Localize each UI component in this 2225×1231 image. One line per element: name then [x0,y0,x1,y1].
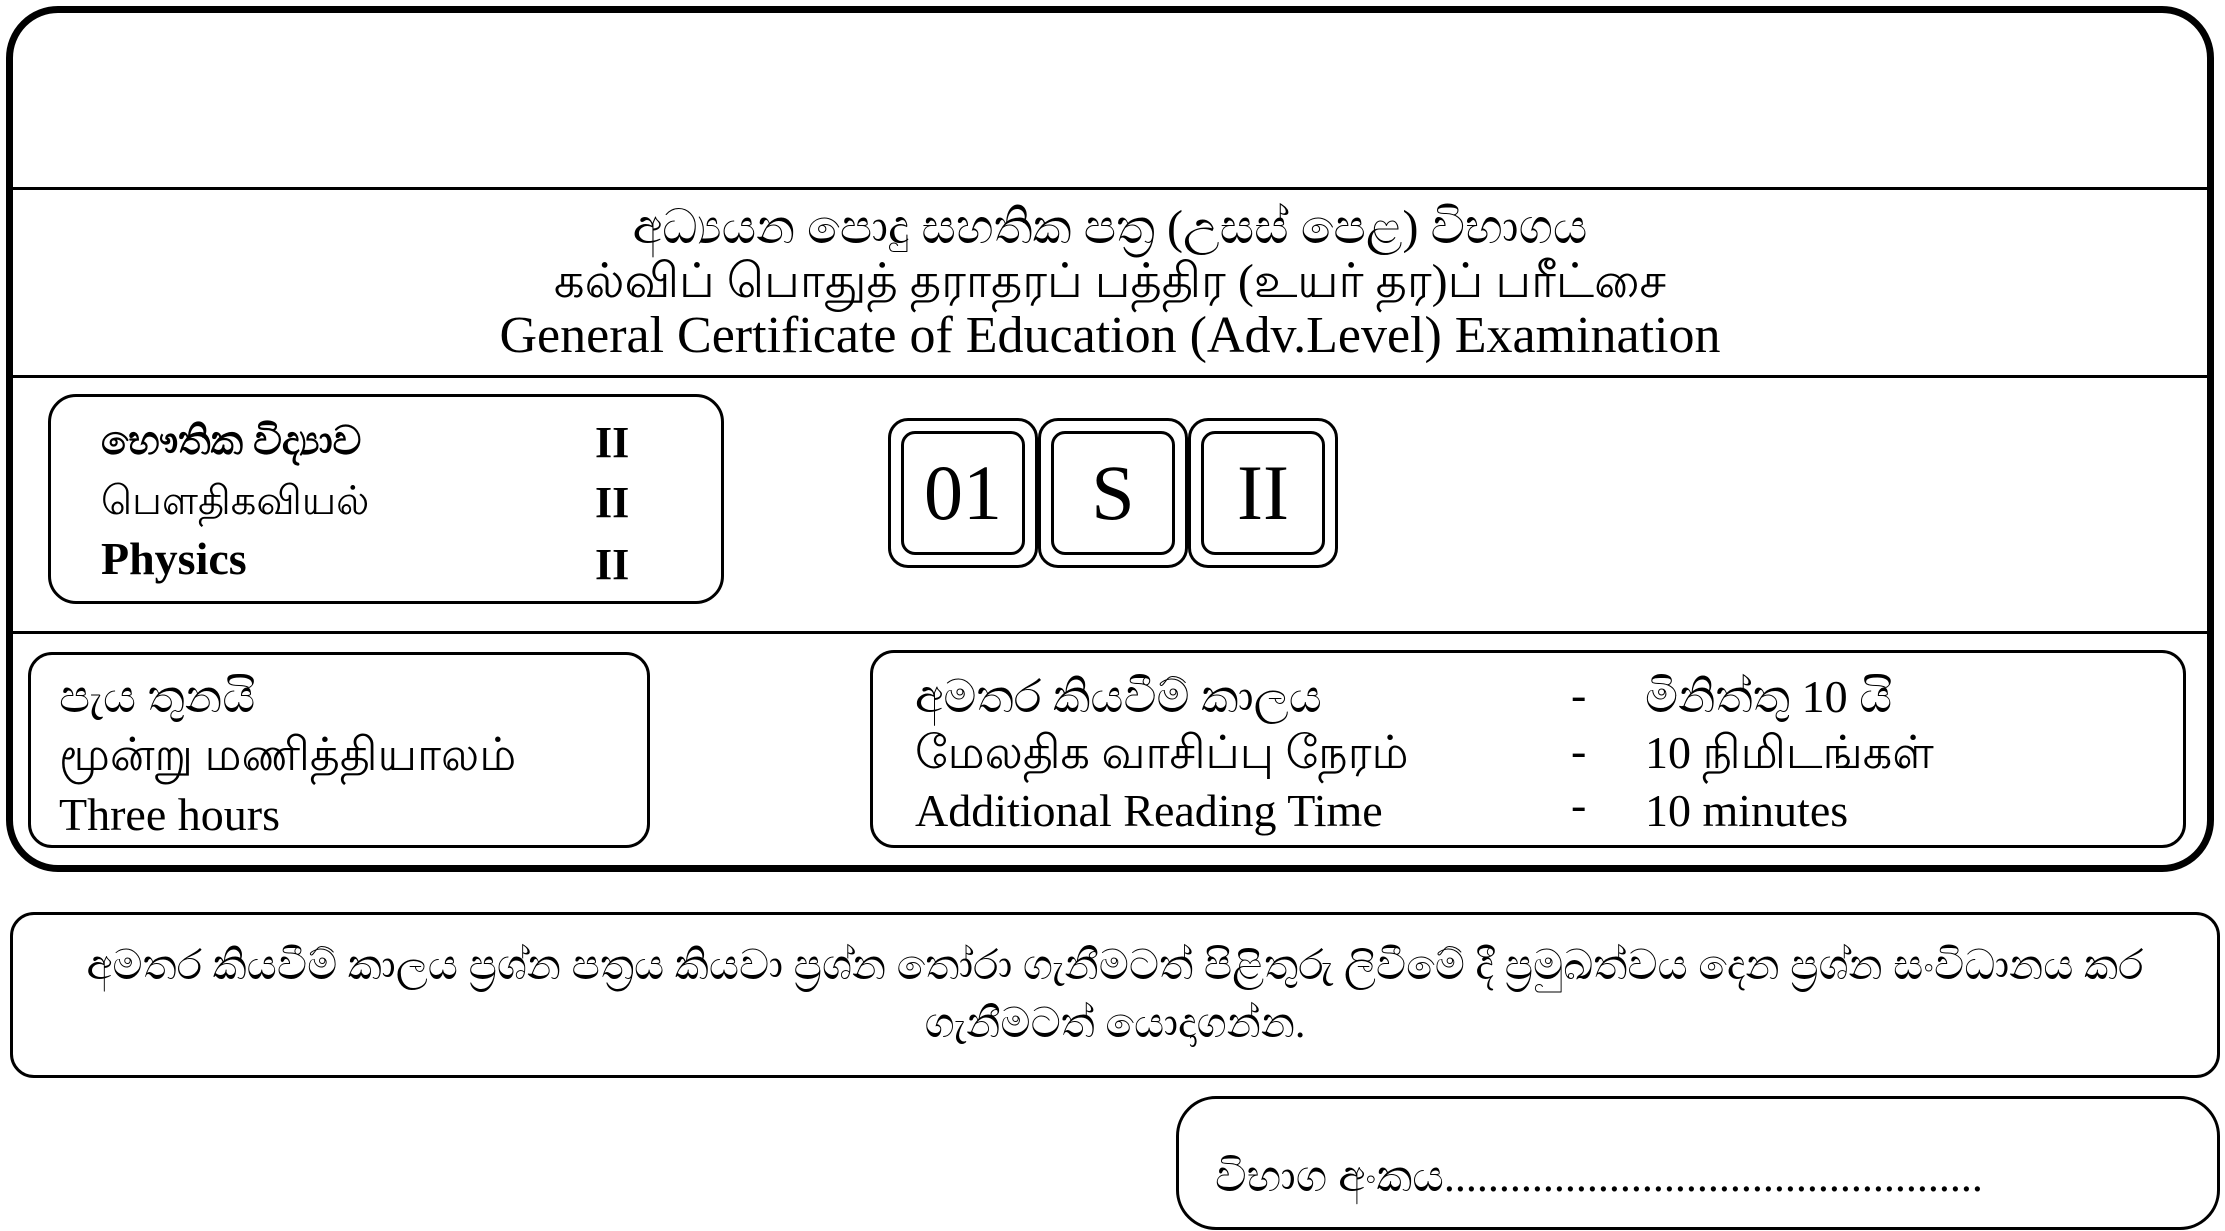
subject-box [48,394,724,604]
duration-tamil: மூன்று மணித்தியாலம் [59,729,517,780]
paper-code-box [1188,418,1338,568]
subject-part-english: II [595,540,630,589]
subject-part-sinhala: II [595,418,630,467]
index-number-box [1176,1096,2220,1230]
header-divider-middle [13,375,2207,378]
duration-box [28,652,650,848]
index-number-dots: ................................................. [1443,1152,1983,1201]
reading-time-box [870,650,2186,848]
paper-code-stream: S [1051,431,1175,555]
exam-title-sinhala: අධ්‍යයන පොදු සහතික පත්‍ර (උසස් පෙළ) විභාගය [632,201,1588,254]
reading-time-dash: - [1571,725,1587,776]
exam-title-english: General Certificate of Education (Adv.Level) Examination [499,307,1721,364]
reading-time-label-english: Additional Reading Time [915,785,1383,836]
paper-code-box [1038,418,1188,568]
header-divider-bottom [13,631,2207,634]
reading-time-instruction: අමතර කියවීම් කාලය ප්‍රශ්න පත්‍රය කියවා ප්‍රශ්න තෝරා ගැනීමටත් පිළිතුරු ලිවීමේ දී ප්‍රමුඛත්වය දෙන ප්‍රශ්න සංවිධානය කර ගැනීමටත් යොදාගන්න. [86,943,2144,1047]
duration-english: Three hours [59,789,280,840]
header-divider-top [13,187,2207,190]
reading-time-value-english: 10 minutes [1645,785,1849,836]
reading-time-label-sinhala: අමතර කියවීම් කාලය [915,671,1322,722]
reading-time-dash: - [1571,669,1587,720]
subject-sinhala: භෞතික විද්‍යාව [101,418,362,463]
index-number-label: විභාග අංකය [1215,1152,1444,1201]
subject-tamil: பௌதிகவியல் [101,478,370,523]
duration-sinhala: පැය තුනයි [59,671,256,722]
reading-time-value-sinhala: මිනිත්තු 10 යි [1645,671,1893,722]
index-number-field[interactable] [1215,1149,1983,1205]
reading-time-dash: - [1571,779,1587,830]
paper-code-part: II [1201,431,1325,555]
paper-code-subject-number: 01 [901,431,1025,555]
subject-part-tamil: II [595,478,630,527]
instruction-box [10,912,2220,1078]
exam-title-tamil: கல்விப் பொதுத் தராதரப் பத்திர (உயர் தர)ப் பரீட்சை [553,255,1667,308]
paper-code-box [888,418,1038,568]
reading-time-value-tamil: 10 நிமிடங்கள் [1645,727,1934,778]
subject-english: Physics [101,533,247,584]
reading-time-label-tamil: மேலதிக வாசிப்பு நேரம் [915,727,1409,778]
